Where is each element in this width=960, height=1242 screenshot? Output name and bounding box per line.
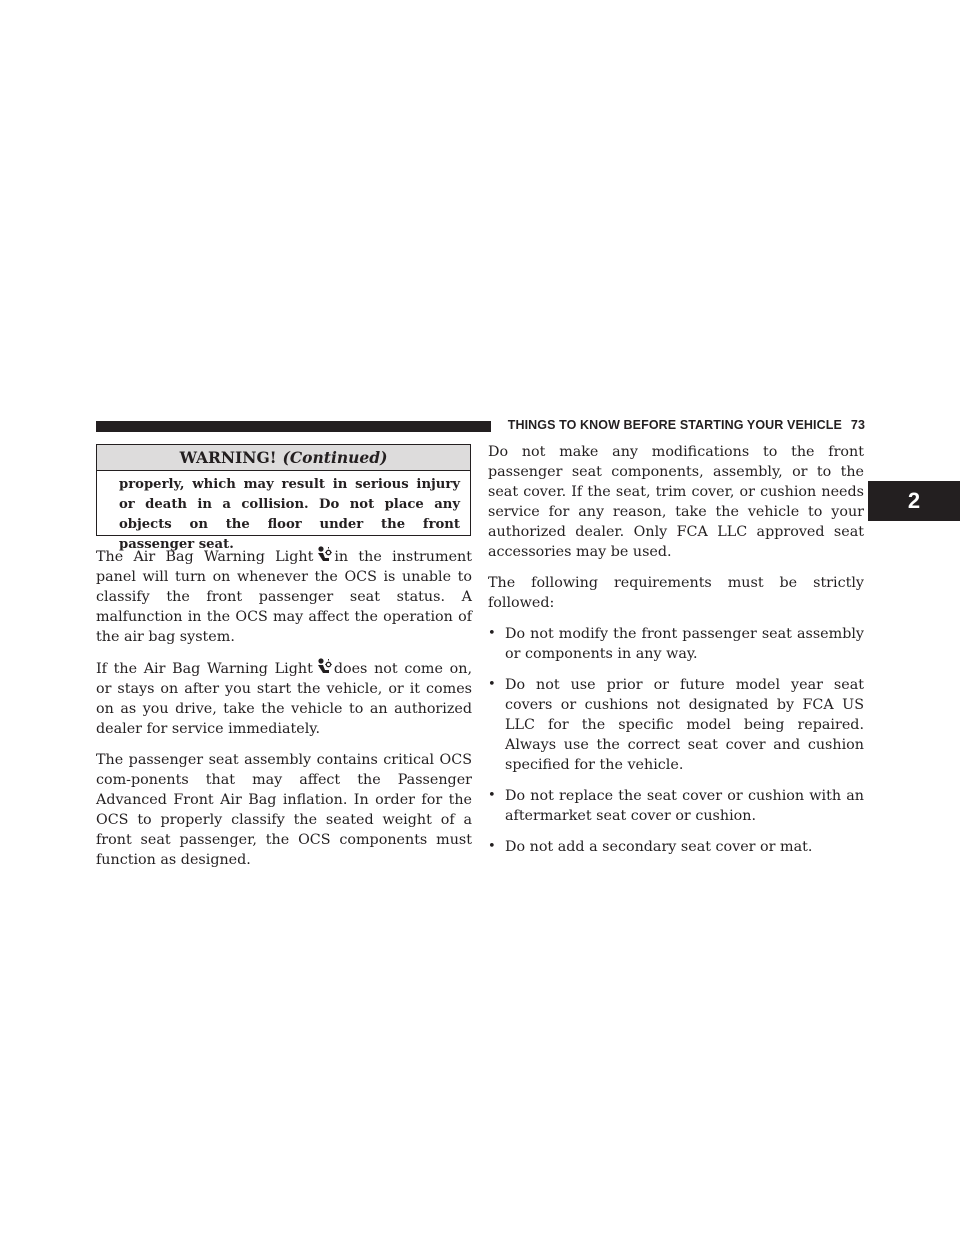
list-item-text: Do not replace the seat cover or cushion with an aftermarket seat cover or cushion. xyxy=(505,788,864,824)
paragraph-ocs-components: The passenger seat assembly contains critical OCS com-ponents that may affect the Passenger Advanced Front Air Bag inflation. In order for the OCS to properly classify the seated weight of a front seat passenger, the OCS components must function as designed. xyxy=(96,752,472,868)
list-item xyxy=(488,624,864,664)
warning-title: WARNING! xyxy=(179,448,277,467)
paragraph-text: does not come on, or stays on after you start the vehicle, or it comes on as you drive, take the vehicle to an authorized dealer for service immediately. xyxy=(96,661,472,737)
warning-header xyxy=(97,445,470,471)
list-item-text: Do not use prior or future model year seat covers or cushions not designated by FCA US LLC for the specific model being repaired. Always use the correct seat cover and cushion specified for the vehicle. xyxy=(505,677,864,773)
section-title: THINGS TO KNOW BEFORE STARTING YOUR VEHICLE xyxy=(507,418,842,432)
bullet-symbol: • xyxy=(488,788,496,803)
right-column xyxy=(488,442,864,868)
warning-text: properly, which may result in serious injury or death in a collision. Do not place any objects on the floor under the front passenger seat. xyxy=(119,477,460,552)
paragraph-text: in the instrument panel will turn on whenever the OCS is unable to classify the front passenger seat status. A malfunction in the OCS may affect the operation of the air bag system. xyxy=(96,549,472,645)
page-number: 73 xyxy=(850,418,865,432)
chapter-number: 2 xyxy=(907,488,921,513)
paragraph-text: The Air Bag Warning Light xyxy=(96,549,314,565)
bullet-symbol: • xyxy=(488,626,496,641)
left-column xyxy=(96,546,472,881)
airbag-warning-icon xyxy=(316,658,332,676)
paragraph-text: If the Air Bag Warning Light xyxy=(96,661,313,677)
warning-continued: (Continued) xyxy=(282,448,388,467)
list-item-text: Do not modify the front passenger seat assembly or components in any way. xyxy=(505,626,864,662)
chapter-tab xyxy=(868,481,960,521)
running-header xyxy=(497,418,865,432)
list-item xyxy=(488,786,864,826)
list-item-text: Do not add a secondary seat cover or mat. xyxy=(505,839,813,855)
paragraph-requirements: The following requirements must be strictly followed: xyxy=(488,575,864,611)
warning-box xyxy=(96,444,471,552)
paragraph-airbag-light xyxy=(96,546,472,647)
list-item xyxy=(488,675,864,775)
list-item xyxy=(488,837,864,857)
bullet-symbol: • xyxy=(488,677,496,692)
paragraph-modifications: Do not make any modifications to the front passenger seat components, assembly, or to the seat cover. If the seat, trim cover, or cushion needs service for any reason, take the vehicle to your authorized dealer. Only FCA LLC approved seat accessories may be used. xyxy=(488,444,864,560)
paragraph-airbag-service xyxy=(96,658,472,739)
header-rule xyxy=(96,421,491,432)
bullet-symbol: • xyxy=(488,839,496,854)
airbag-warning-icon xyxy=(316,546,332,564)
